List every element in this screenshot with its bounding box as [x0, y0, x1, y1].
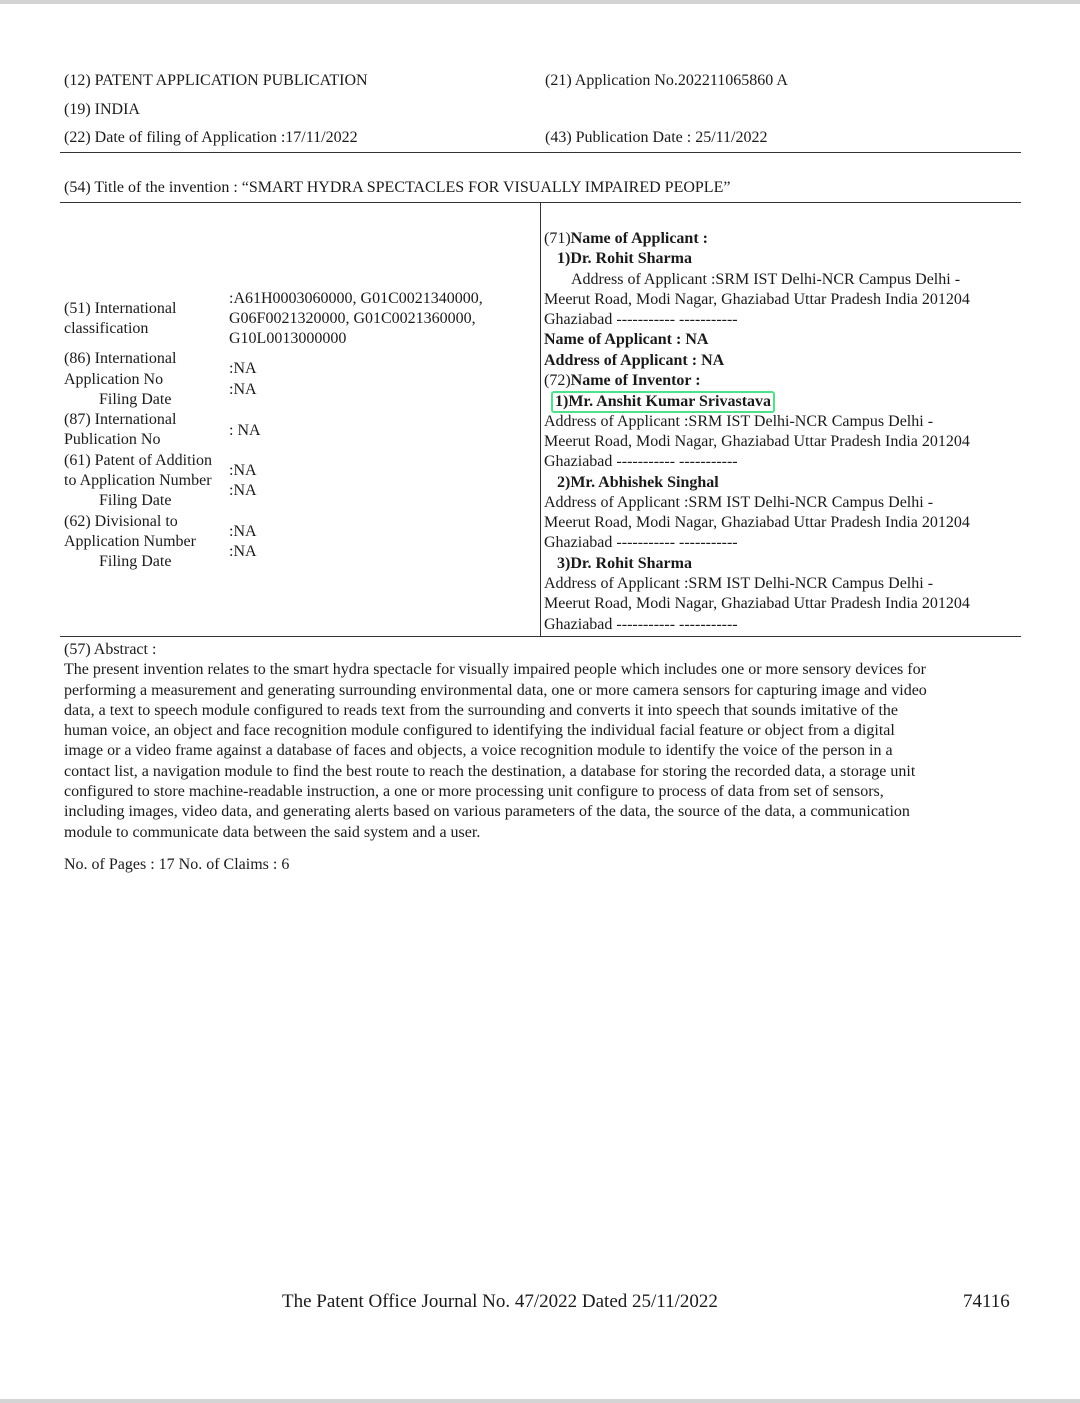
- inventor-2-address-2: Meerut Road, Modi Nagar, Ghaziabad Uttar Pradesh India 201204: [544, 514, 970, 532]
- address-of-applicant-na: Address of Applicant : NA: [544, 351, 725, 369]
- abstract-line: performing a measurement and generating surrounding environmental data, one or more camera sensors for capturing image and video: [64, 681, 927, 699]
- applicant-1-name: 1)Dr. Rohit Sharma: [557, 250, 692, 268]
- divisional-label-3: Filing Date: [99, 553, 172, 570]
- page-number: 74116: [963, 1291, 1010, 1312]
- applicant-inventor-column: [544, 229, 1024, 635]
- addition-label-1: (61) Patent of Addition: [64, 452, 212, 469]
- applicant-1-address-1: Address of Applicant :SRM IST Delhi-NCR Campus Delhi -: [571, 270, 961, 288]
- inventor-3-address-3: Ghaziabad ----------- -----------: [544, 615, 738, 633]
- intl-app-value-2: :NA: [229, 381, 257, 398]
- abstract-line: The present invention relates to the smart hydra spectacle for visually impaired people which includes one or more sensory devices for: [64, 661, 926, 679]
- inventor-1-name: 1)Mr. Anshit Kumar Srivastava: [551, 391, 775, 413]
- name-of-applicant-na: Name of Applicant : NA: [544, 331, 709, 349]
- abstract-heading: (57) Abstract :: [64, 641, 157, 658]
- inventor-1-row: [544, 391, 1024, 411]
- intl-class-label-1: (51) International: [64, 300, 177, 317]
- addition-value-1: :NA: [229, 462, 257, 479]
- applicant-1-address-2: Meerut Road, Modi Nagar, Ghaziabad Uttar Pradesh India 201204: [544, 290, 970, 308]
- top-edge: [0, 0, 1080, 4]
- addition-value-2: :NA: [229, 482, 257, 499]
- abstract-line: configured to store machine-readable instruction, a one or more processing unit configure to process of data from set of sensors,: [64, 783, 884, 801]
- inventor-2-name: 2)Mr. Abhishek Singhal: [557, 473, 719, 491]
- intl-pub-label-1: (87) International: [64, 411, 177, 428]
- invention-title: (54) Title of the invention : “SMART HYDRA SPECTACLES FOR VISUALLY IMPAIRED PEOPLE”: [64, 179, 731, 196]
- abstract-line: module to communicate data between the said system and a user.: [64, 823, 481, 841]
- intl-app-label-3: Filing Date: [99, 391, 172, 408]
- table-bottom-divider: [60, 636, 1021, 637]
- intl-app-value-1: :NA: [229, 360, 257, 377]
- abstract-line: image or a video frame against a database of faces and objects, a voice recognition module to identify the voice of the person in a: [64, 742, 893, 760]
- patent-type: (12) PATENT APPLICATION PUBLICATION: [64, 72, 368, 89]
- inventor-1-address-1: Address of Applicant :SRM IST Delhi-NCR Campus Delhi -: [544, 412, 934, 430]
- divisional-label-1: (62) Divisional to: [64, 513, 178, 530]
- inventor-3-address-1: Address of Applicant :SRM IST Delhi-NCR Campus Delhi -: [544, 575, 934, 593]
- addition-label-2: to Application Number: [64, 472, 212, 489]
- applicant-heading-text: Name of Applicant :: [570, 230, 708, 247]
- journal-reference: The Patent Office Journal No. 47/2022 Dated 25/11/2022: [282, 1291, 718, 1312]
- bottom-edge: [0, 1399, 1080, 1403]
- intl-class-label-2: classification: [64, 320, 149, 337]
- intl-class-value-3: G10L0013000000: [229, 330, 347, 347]
- applicant-code: (71): [544, 230, 571, 247]
- intl-pub-value: : NA: [229, 422, 261, 439]
- abstract-section: [64, 640, 1024, 843]
- inventor-1-address-2: Meerut Road, Modi Nagar, Ghaziabad Uttar Pradesh India 201204: [544, 432, 970, 450]
- inventor-3-address-2: Meerut Road, Modi Nagar, Ghaziabad Uttar Pradesh India 201204: [544, 595, 970, 613]
- filing-date: (22) Date of filing of Application :17/11/2022: [64, 129, 358, 146]
- inventor-1-address-3: Ghaziabad ----------- -----------: [544, 453, 738, 471]
- abstract-line: data, a text to speech module configured to reads text from the surrounding and converts it into speech that sounds imitative of the: [64, 701, 898, 719]
- applicant-heading: [544, 229, 1024, 249]
- pages-and-claims: No. of Pages : 17 No. of Claims : 6: [64, 856, 290, 873]
- applicant-1-address-3: Ghaziabad ----------- -----------: [544, 311, 738, 329]
- divisional-value-2: :NA: [229, 543, 257, 560]
- inventor-3-name: 3)Dr. Rohit Sharma: [557, 554, 692, 572]
- abstract-line: human voice, an object and face recognition module configured to identifying the individual facial feature or object from a digital: [64, 722, 895, 740]
- divisional-label-2: Application Number: [64, 533, 196, 550]
- country: (19) INDIA: [64, 101, 140, 118]
- divisional-value-1: :NA: [229, 523, 257, 540]
- column-divider: [540, 202, 541, 636]
- publication-date: (43) Publication Date : 25/11/2022: [545, 129, 768, 146]
- intl-pub-label-2: Publication No: [64, 431, 161, 448]
- application-number: (21) Application No.202211065860 A: [545, 72, 788, 89]
- intl-class-value-2: G06F0021320000, G01C0021360000,: [229, 310, 476, 327]
- addition-label-3: Filing Date: [99, 492, 172, 509]
- abstract-line: including images, video data, and generating alerts based on various parameters of the data, the source of the data, a communication: [64, 803, 910, 821]
- intl-app-label-1: (86) International: [64, 350, 177, 367]
- header-divider: [60, 152, 1021, 153]
- intl-app-label-2: Application No: [64, 371, 164, 388]
- inventor-2-address-3: Ghaziabad ----------- -----------: [544, 534, 738, 552]
- abstract-line: contact list, a navigation module to find the best route to reach the destination, a database for storing the recorded data, a storage unit: [64, 762, 916, 780]
- inventor-heading: [544, 371, 1024, 391]
- inventor-heading-text: Name of Inventor :: [570, 372, 701, 390]
- inventor-code: (72): [544, 372, 571, 390]
- intl-class-value-1: :A61H0003060000, G01C0021340000,: [229, 290, 483, 307]
- inventor-2-address-1: Address of Applicant :SRM IST Delhi-NCR Campus Delhi -: [544, 493, 934, 511]
